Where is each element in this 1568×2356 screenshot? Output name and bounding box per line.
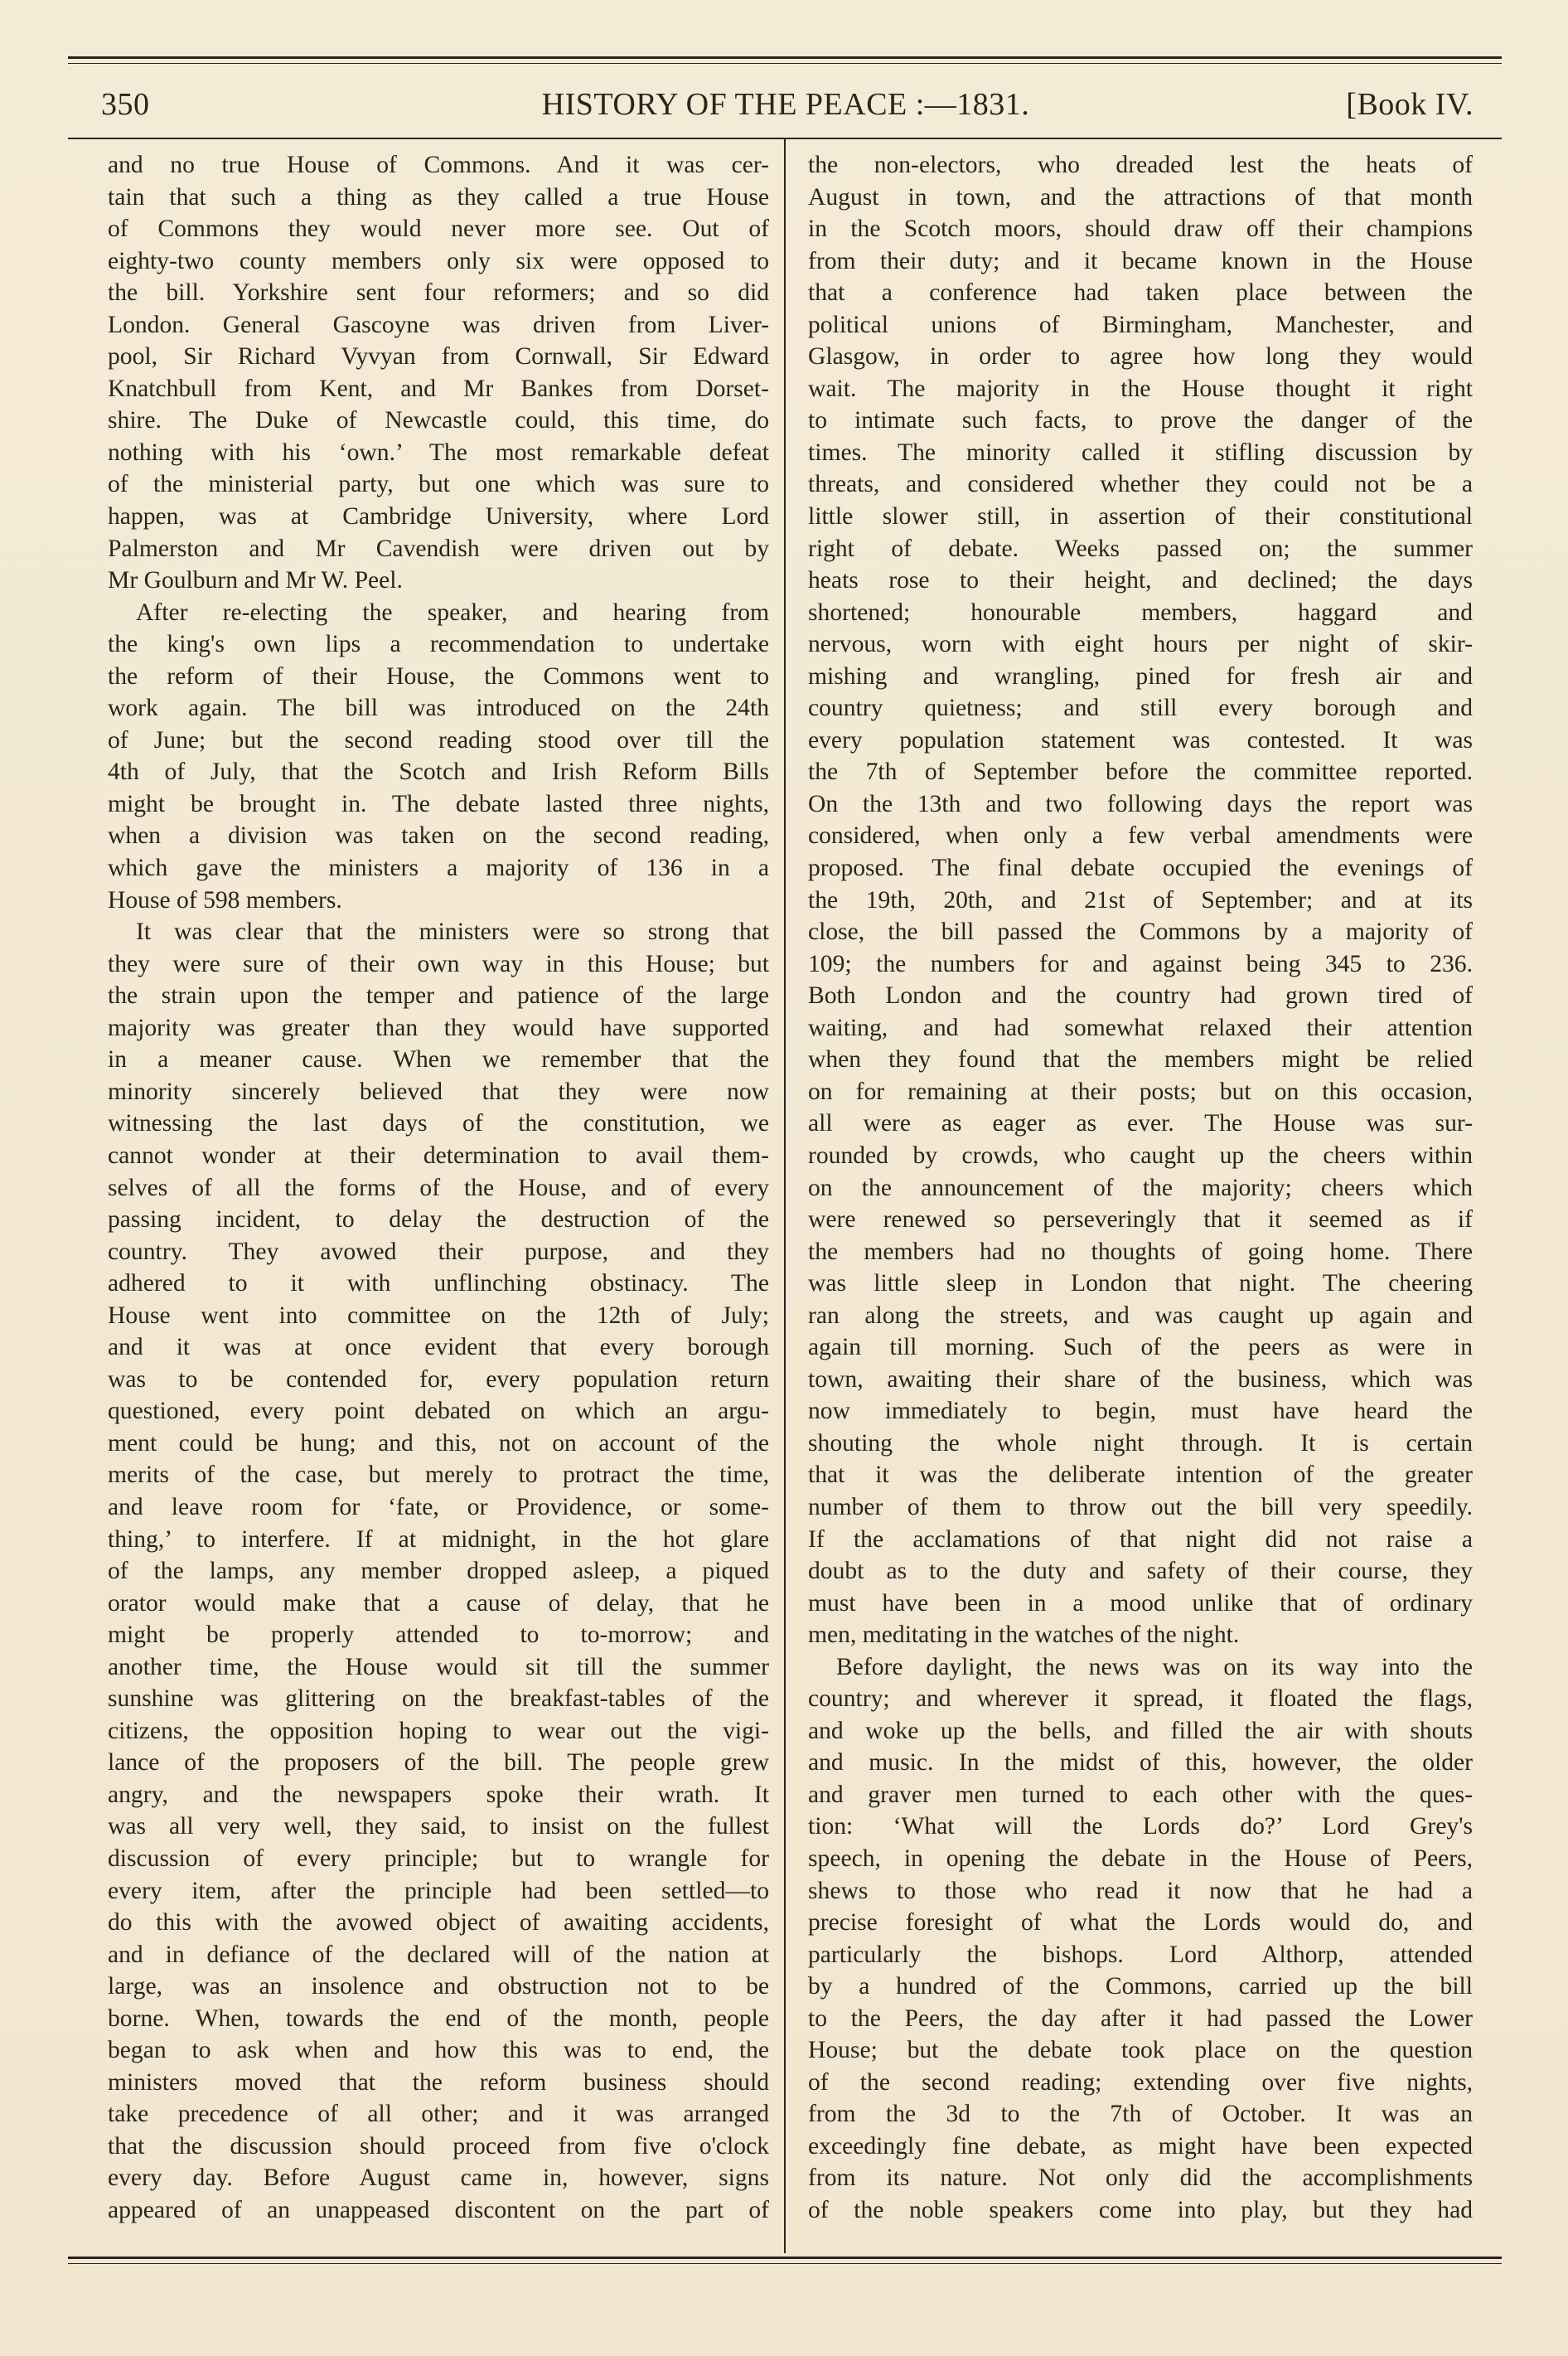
text-line: on the announcement of the majority; cheers which xyxy=(808,1174,1473,1201)
text-line: every day. Before August came in, however, signs xyxy=(108,2165,769,2192)
bottom-rule-thin xyxy=(68,2263,1502,2264)
text-line: tion: ‘What will the Lords do?’ Lord Grey's xyxy=(808,1813,1473,1840)
text-line: passing incident, to delay the destruction of the xyxy=(108,1206,769,1234)
text-line: nothing with his ‘own.’ The most remarkable defeat xyxy=(108,439,769,466)
text-line: shortened; honourable members, haggard and xyxy=(808,599,1473,626)
text-line: from its nature. Not only did the accomplishments xyxy=(808,2165,1473,2192)
text-line: the bill. Yorkshire sent four reformers; and so did xyxy=(108,279,769,307)
text-line: country. They avowed their purpose, and they xyxy=(108,1238,769,1265)
text-line: in the Scotch moors, should draw off their champions xyxy=(808,216,1473,243)
text-line: right of debate. Weeks passed on; the summer xyxy=(808,535,1473,562)
text-line: another time, the House would sit till the summer xyxy=(108,1653,769,1680)
text-line: majority was greater than they would have supported xyxy=(108,1014,769,1041)
text-line: of the second reading; extending over five nights, xyxy=(808,2068,1473,2096)
text-line: number of them to throw out the bill very speedily. xyxy=(808,1493,1473,1520)
text-line: Glasgow, in order to agree how long they would xyxy=(808,343,1473,371)
running-title: HISTORY OF THE PEACE :—1831. xyxy=(541,87,1030,122)
text-line: Knatchbull from Kent, and Mr Bankes from Dorset- xyxy=(108,375,769,402)
text-line: and music. In the midst of this, however, the older xyxy=(808,1749,1473,1777)
text-line: and leave room for ‘fate, or Providence, or some- xyxy=(108,1493,769,1520)
text-line: thing,’ to interfere. If at midnight, in the hot glare xyxy=(108,1525,769,1553)
text-line: If the acclamations of that night did not raise a xyxy=(808,1525,1473,1553)
text-line: ministers moved that the reform business should xyxy=(108,2068,769,2096)
text-line: they were sure of their own way in this House; but xyxy=(108,950,769,977)
text-line: shouting the whole night through. It is certain xyxy=(808,1429,1473,1457)
text-line: tain that such a thing as they called a true House xyxy=(108,183,769,211)
text-line: On the 13th and two following days the report was xyxy=(808,790,1473,817)
text-line: the strain upon the temper and patience of the large xyxy=(108,982,769,1010)
text-line: ment could be hung; and this, not on account of the xyxy=(108,1429,769,1457)
text-line: and woke up the bells, and filled the air with shouts xyxy=(808,1717,1473,1744)
text-line: again till morning. Such of the peers as were in xyxy=(808,1334,1473,1361)
text-line: of the lamps, any member dropped asleep, a piqued xyxy=(108,1558,769,1585)
top-rule-thin xyxy=(68,63,1502,64)
text-line: Mr Goulburn and Mr W. Peel. xyxy=(108,567,403,594)
text-line: House; but the debate took place on the question xyxy=(808,2037,1473,2064)
text-line: of June; but the second reading stood over till the xyxy=(108,726,769,754)
left-column xyxy=(108,149,769,2227)
text-line: wait. The majority in the House thought it right xyxy=(808,375,1473,402)
text-line: mishing and wrangling, pined for fresh air and xyxy=(808,662,1473,690)
text-line: when a division was taken on the second reading, xyxy=(108,822,769,850)
text-line: work again. The bill was introduced on the 24th xyxy=(108,695,769,722)
text-line: in a meaner cause. When we remember that the xyxy=(108,1046,769,1074)
text-line: which gave the ministers a majority of 136 in a xyxy=(108,855,769,882)
text-line: It was clear that the ministers were so strong that xyxy=(136,919,769,946)
text-line: Both London and the country had grown tired of xyxy=(808,982,1473,1010)
text-line: Before daylight, the news was on its way into the xyxy=(836,1653,1473,1680)
text-line: that a conference had taken place between the xyxy=(808,279,1473,307)
text-line: all were as eager as ever. The House was sur- xyxy=(808,1110,1473,1137)
text-line: the members had no thoughts of going home. There xyxy=(808,1238,1473,1265)
text-line: times. The minority called it stifling discussion by xyxy=(808,439,1473,466)
text-line: every population statement was contested. It was xyxy=(808,726,1473,754)
text-line: must have been in a mood unlike that of ordinary xyxy=(808,1589,1473,1617)
text-line: men, meditating in the watches of the night. xyxy=(808,1622,1240,1649)
text-line: the king's own lips a recommendation to undertake xyxy=(108,631,769,658)
text-line: do this with the avowed object of awaiting accidents, xyxy=(108,1909,769,1937)
text-line: exceedingly fine debate, as might have been expected xyxy=(808,2132,1473,2160)
text-line: cannot wonder at their determination to avail them- xyxy=(108,1142,769,1169)
text-line: might be properly attended to to-morrow; and xyxy=(108,1622,769,1649)
text-line: might be brought in. The debate lasted three nights, xyxy=(108,790,769,817)
text-line: After re-electing the speaker, and hearing from xyxy=(136,599,769,626)
text-line: every item, after the principle had been settled—to xyxy=(108,1877,769,1904)
text-line: questioned, every point debated on which an argu- xyxy=(108,1398,769,1425)
text-line: merits of the case, but merely to protract the time, xyxy=(108,1462,769,1489)
text-line: and it was at once evident that every borough xyxy=(108,1334,769,1361)
text-line: that it was the deliberate intention of the greater xyxy=(808,1462,1473,1489)
text-line: to the Peers, the day after it had passed the Lower xyxy=(808,2005,1473,2032)
text-line: appeared of an unappeased discontent on the part of xyxy=(108,2197,769,2223)
text-line: political unions of Birmingham, Manchester, and xyxy=(808,311,1473,338)
text-line: 4th of July, that the Scotch and Irish Reform Bills xyxy=(108,759,769,786)
text-line: considered, when only a few verbal amendments were xyxy=(808,822,1473,850)
text-line: large, was an insolence and obstruction not to be xyxy=(108,1973,769,2000)
bottom-rule xyxy=(68,2257,1502,2259)
column-divider xyxy=(784,139,786,2253)
text-line: the reform of their House, the Commons went to xyxy=(108,662,769,690)
text-line: selves of all the forms of the House, and of every xyxy=(108,1174,769,1201)
book-label: [Book IV. xyxy=(1346,87,1474,122)
text-line: shews to those who read it now that he had a xyxy=(808,1877,1473,1904)
text-line: was all very well, they said, to insist on the fullest xyxy=(108,1813,769,1840)
text-line: particularly the bishops. Lord Althorp, attended xyxy=(808,1941,1473,1968)
running-header xyxy=(98,83,1474,133)
text-line: doubt as to the duty and safety of their course, they xyxy=(808,1558,1473,1585)
text-line: witnessing the last days of the constitution, we xyxy=(108,1110,769,1137)
text-line: happen, was at Cambridge University, where Lord xyxy=(108,503,769,531)
text-line: angry, and the newspapers spoke their wrath. It xyxy=(108,1781,769,1808)
text-line: when they found that the members might be relied xyxy=(808,1046,1473,1074)
text-line: now immediately to begin, must have heard the xyxy=(808,1398,1473,1425)
text-line: London. General Gascoyne was driven from Liver- xyxy=(108,311,769,338)
text-line: from the 3d to the 7th of October. It was an xyxy=(808,2101,1473,2128)
text-line: of the noble speakers come into play, but they had xyxy=(808,2197,1473,2223)
text-line: borne. When, towards the end of the month, people xyxy=(108,2005,769,2032)
text-line: citizens, the opposition hoping to wear out the vigi- xyxy=(108,1717,769,1744)
text-line: House went into committee on the 12th of July; xyxy=(108,1302,769,1329)
text-line: speech, in opening the debate in the House of Peers, xyxy=(808,1845,1473,1872)
text-line: and graver men turned to each other with the ques- xyxy=(808,1781,1473,1808)
top-rule xyxy=(68,56,1502,59)
text-line: orator would make that a cause of delay, that he xyxy=(108,1589,769,1617)
text-line: of Commons they would never more see. Out of xyxy=(108,216,769,243)
text-line: close, the bill passed the Commons by a majority of xyxy=(808,919,1473,946)
text-line: discussion of every principle; but to wrangle for xyxy=(108,1845,769,1872)
text-line: House of 598 members. xyxy=(108,886,342,914)
text-line: the 19th, 20th, and 21st of September; and at its xyxy=(808,886,1473,914)
text-line: began to ask when and how this was to end, the xyxy=(108,2037,769,2064)
text-line: the non-electors, who dreaded lest the heats of xyxy=(808,152,1473,178)
text-line: and in defiance of the declared will of the nation at xyxy=(108,1941,769,1968)
text-line: by a hundred of the Commons, carried up the bill xyxy=(808,1973,1473,2000)
text-line: the 7th of September before the committee reported. xyxy=(808,759,1473,786)
text-line: little slower still, in assertion of their constitutional xyxy=(808,503,1473,531)
text-line: heats rose to their height, and declined; the days xyxy=(808,567,1473,594)
page-number: 350 xyxy=(101,87,150,122)
text-line: were renewed so perseveringly that it seemed as if xyxy=(808,1206,1473,1234)
text-line: 109; the numbers for and against being 345 to 236. xyxy=(808,950,1473,977)
text-line: August in town, and the attractions of that month xyxy=(808,183,1473,211)
text-line: country; and wherever it spread, it floated the flags, xyxy=(808,1685,1473,1713)
text-line: from their duty; and it became known in the House xyxy=(808,247,1473,274)
text-line: shire. The Duke of Newcastle could, this time, do xyxy=(108,407,769,434)
text-line: take precedence of all other; and it was arranged xyxy=(108,2101,769,2128)
text-line: and no true House of Commons. And it was cer- xyxy=(108,152,769,178)
text-line: Palmerston and Mr Cavendish were driven out by xyxy=(108,535,769,562)
text-line: to intimate such facts, to prove the danger of the xyxy=(808,407,1473,434)
text-line: precise foresight of what the Lords would do, and xyxy=(808,1909,1473,1937)
right-column xyxy=(808,149,1473,2227)
text-line: sunshine was glittering on the breakfast-tables of the xyxy=(108,1685,769,1713)
text-line: of the ministerial party, but one which was sure to xyxy=(108,471,769,498)
text-line: was to be contended for, every population return xyxy=(108,1365,769,1393)
text-line: threats, and considered whether they could not be a xyxy=(808,471,1473,498)
text-line: eighty-two county members only six were opposed to xyxy=(108,247,769,274)
text-line: on for remaining at their posts; but on this occasion, xyxy=(808,1078,1473,1105)
text-line: was little sleep in London that night. The cheering xyxy=(808,1270,1473,1297)
text-line: proposed. The final debate occupied the evenings of xyxy=(808,855,1473,882)
text-line: pool, Sir Richard Vyvyan from Cornwall, Sir Edward xyxy=(108,343,769,371)
text-line: minority sincerely believed that they were now xyxy=(108,1078,769,1105)
text-line: adhered to it with unflinching obstinacy. The xyxy=(108,1270,769,1297)
text-line: town, awaiting their share of the business, which was xyxy=(808,1365,1473,1393)
text-line: rounded by crowds, who caught up the cheers within xyxy=(808,1142,1473,1169)
text-line: nervous, worn with eight hours per night of skir- xyxy=(808,631,1473,658)
text-line: lance of the proposers of the bill. The people grew xyxy=(108,1749,769,1777)
text-line: waiting, and had somewhat relaxed their attention xyxy=(808,1014,1473,1041)
text-line: country quietness; and still every borough and xyxy=(808,695,1473,722)
text-line: that the discussion should proceed from five o'clock xyxy=(108,2132,769,2160)
text-line: ran along the streets, and was caught up again and xyxy=(808,1302,1473,1329)
